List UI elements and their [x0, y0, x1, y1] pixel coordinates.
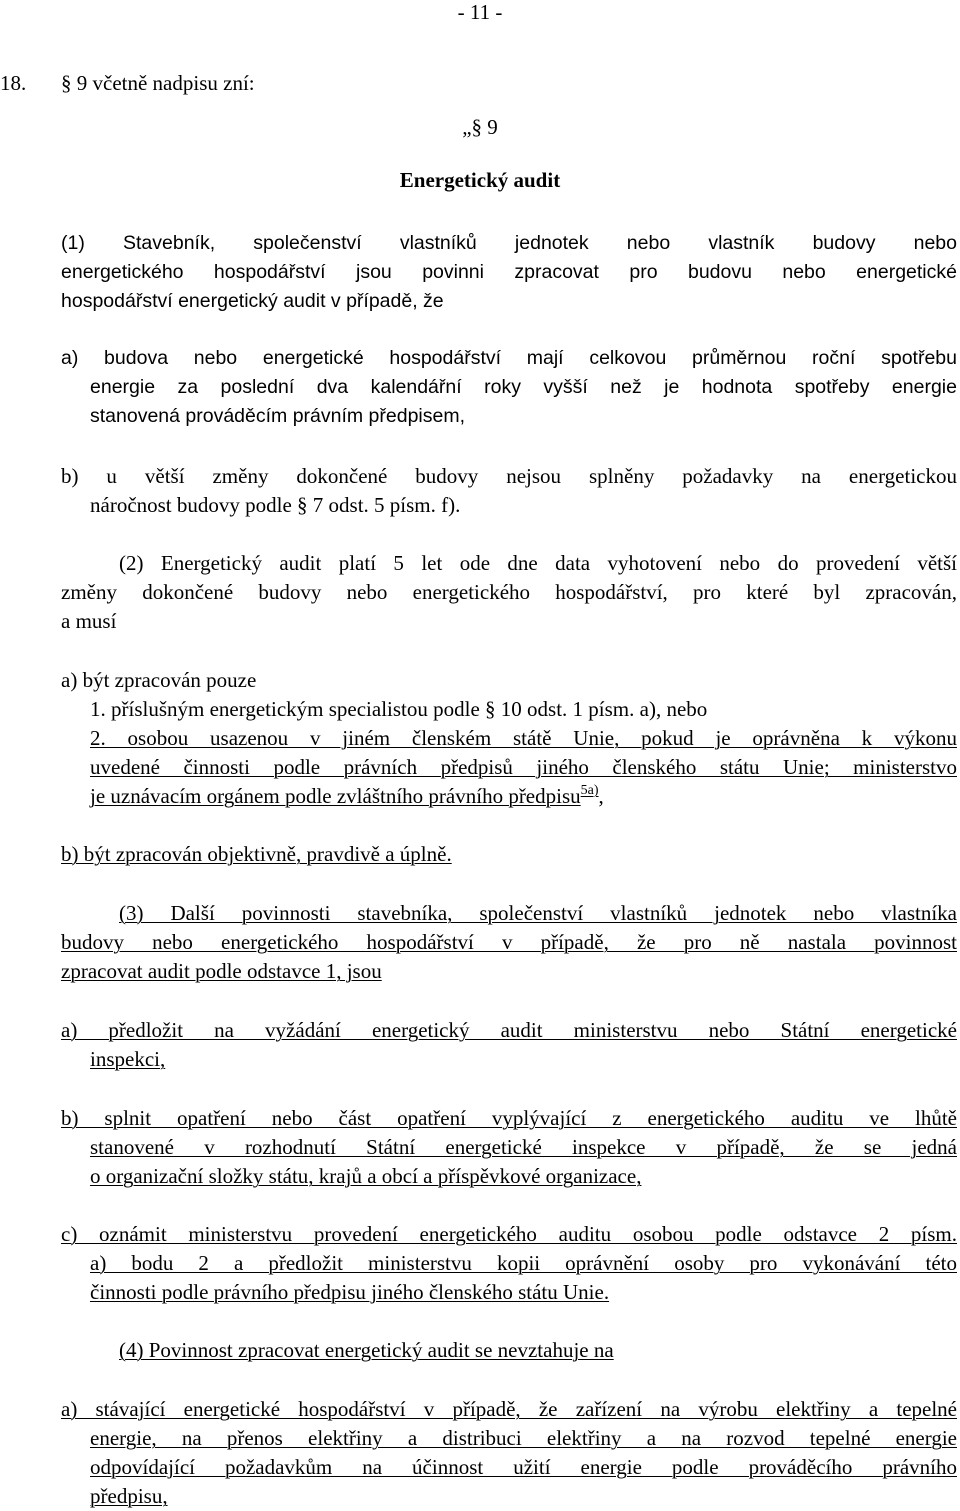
par2-item-a-point-1: 1. příslušným energetickým specialistou podle § 10 odst. 1 písm. a), nebo — [90, 697, 708, 721]
par3-item-b-line-1: b) splnit opatření nebo část opatření vyplývající z energetického auditu ve lhůtě — [61, 1106, 957, 1130]
par2-item-a: a) být zpracován pouze — [61, 668, 257, 692]
par2-item-a-point-2-line-1: 2. osobou usazenou v jiném členském státě Unie, pokud je oprávněna k výkonu — [90, 726, 957, 750]
par3-line-3: zpracovat audit podle odstavce 1, jsou — [61, 959, 382, 983]
par4-line-1: (4) Povinnost zpracovat energetický audit se nevztahuje na — [119, 1338, 614, 1362]
footnote-reference: 5a) — [580, 783, 599, 798]
par1-line-2: energetického hospodářství jsou povinni zpracovat pro budovu nebo energetické — [61, 261, 957, 283]
par3-line-1: (3) Další povinnosti stavebníka, společenství vlastníků jednotek nebo vlastníka — [119, 901, 957, 925]
par2-item-a-point-2-line-3 — [90, 782, 604, 811]
amendment-point-text: § 9 včetně nadpisu zní: — [61, 71, 255, 95]
par3-line-2: budovy nebo energetického hospodářství v případě, že pro ně nastala povinnost — [61, 930, 957, 954]
par4-item-a-line-2: energie, na přenos elektřiny a distribuci elektřiny a na rozvod tepelné energie — [90, 1426, 957, 1450]
par2-item-a-point-2-tail: , — [598, 784, 604, 808]
par3-item-b-line-3: o organizační složky státu, krajů a obcí a příspěvkové organizace, — [90, 1164, 642, 1188]
par3-item-c-line-2: a) bodu 2 a předložit ministerstvu kopii oprávnění osoby pro vykonávání této — [90, 1251, 957, 1275]
par4-item-a-line-1: a) stávající energetické hospodářství v případě, že zařízení na výrobu elektřiny a tepelné — [61, 1397, 957, 1421]
par3-item-c-line-1: c) oznámit ministerstvu provedení energetického auditu osobou podle odstavce 2 písm. — [61, 1222, 957, 1246]
section-heading: „§ 9 — [462, 115, 498, 139]
par3-item-b-line-2: stanovené v rozhodnutí Státní energetické inspekce v případě, že se jedná — [90, 1135, 957, 1159]
par1-item-a-line-1: a) budova nebo energetické hospodářství mají celkovou průměrnou roční spotřebu — [61, 347, 957, 369]
par2-item-a-point-2-line-2: uvedené činnosti podle právních předpisů jiného členského státu Unie; ministerstvo — [90, 755, 957, 779]
par1-line-3: hospodářství energetický audit v případě, že — [61, 290, 444, 312]
par2-item-b: b) být zpracován objektivně, pravdivě a úplně. — [61, 842, 452, 866]
par2-line-3: a musí — [61, 609, 117, 633]
par3-item-c-line-3: činnosti podle právního předpisu jiného členského státu Unie. — [90, 1280, 610, 1304]
par3-item-a-line-2: inspekci, — [90, 1047, 166, 1071]
par4-item-a-line-3: odpovídající požadavkům na účinnost užití energie podle prováděcího právního — [90, 1455, 957, 1479]
par2-line-1: (2) Energetický audit platí 5 let ode dne data vyhotovení nebo do provedení větší — [119, 551, 957, 575]
par1-item-a-line-2: energie za poslední dva kalendářní roky vyšší než je hodnota spotřeby energie — [90, 376, 957, 398]
par1-item-a-line-3: stanovená prováděcím právním předpisem, — [90, 405, 466, 427]
par2-item-a-point-2-text: je uznávacím orgánem podle zvláštního právního předpisu — [90, 784, 581, 808]
par2-line-2: změny dokončené budovy nebo energetického hospodářství, pro které byl zpracován, — [61, 580, 957, 604]
par1-item-b-line-1: b) u větší změny dokončené budovy nejsou splněny požadavky na energetickou — [61, 464, 957, 488]
par3-item-a-line-1: a) předložit na vyžádání energetický audit ministerstvu nebo Státní energetické — [61, 1018, 957, 1042]
page-number: - 11 - — [457, 0, 503, 24]
par1-item-b-line-2: náročnost budovy podle § 7 odst. 5 písm. f). — [90, 493, 461, 517]
par4-item-a-line-4: předpisu, — [90, 1484, 168, 1508]
section-title: Energetický audit — [399, 168, 561, 192]
par1-line-1: (1) Stavebník, společenství vlastníků jednotek nebo vlastník budovy nebo — [61, 232, 957, 254]
amendment-point-number: 18. — [0, 71, 27, 95]
